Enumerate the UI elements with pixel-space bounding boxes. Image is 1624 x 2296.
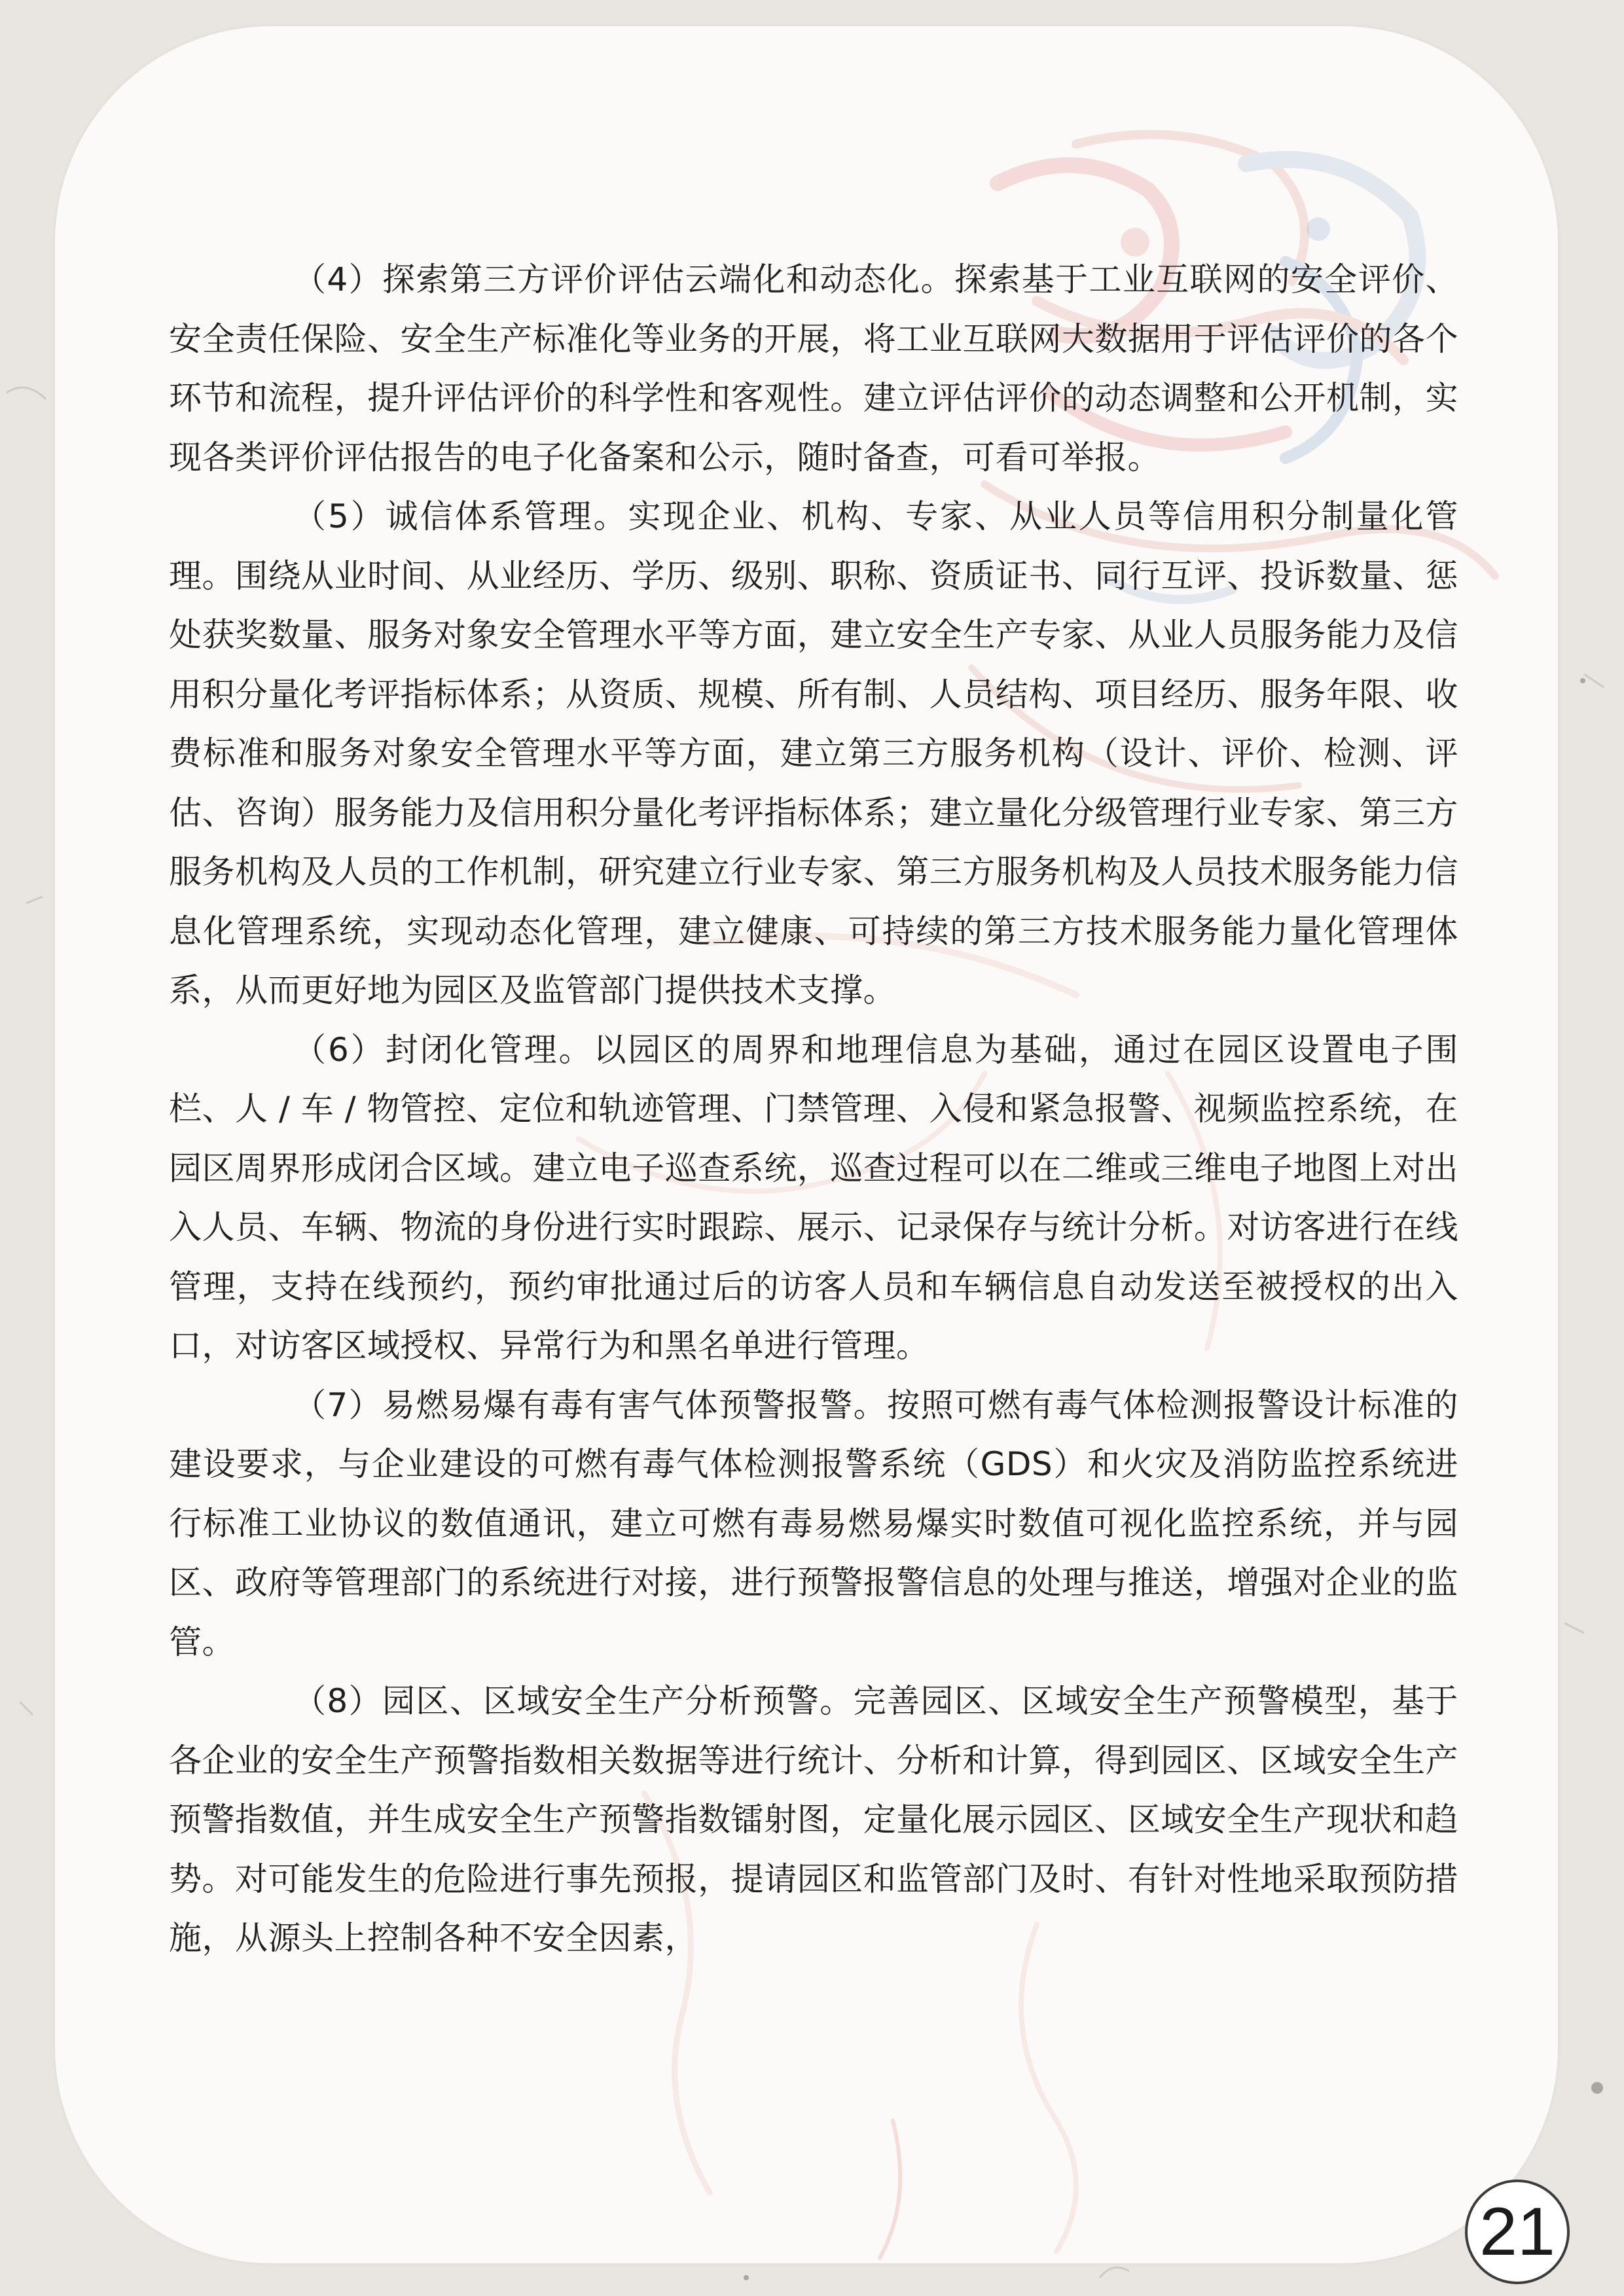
page-card — [55, 26, 1558, 2263]
paragraph-4: （4）探索第三方评价评估云端化和动态化。探索基于工业互联网的安全评价、安全责任保险、安全生产标准化等业务的开展，将工业互联网大数据用于评估评价的各个环节和流程，提升评估评价的科学性和客观性。建立评估评价的动态调整和公开机制，实现各类评价评估报告的电子化备案和公示，随时备查，可看可举报。 — [169, 260, 1458, 476]
paragraph-7: （7）易燃易爆有毒有害气体预警报警。按照可燃有毒气体检测报警设计标准的建设要求，与企业建设的可燃有毒气体检测报警系统（GDS）和火灾及消防监控系统进行标准工业协议的数值通讯，建立可燃有毒易燃易爆实时数值可视化监控系统，并与园区、政府等管理部门的系统进行对接，进行预警报警信息的处理与推送，增强对企业的监管。 — [169, 1386, 1458, 1661]
paragraph-6: （6）封闭化管理。以园区的周界和地理信息为基础，通过在园区设置电子围栏、人 / 车 / 物管控、定位和轨迹管理、门禁管理、入侵和紧急报警、视频监控系统，在园区周界形成闭合区域。建立电子巡查系统，巡查过程可以在二维或三维电子地图上对出入人员、车辆、物流的身份进行实时跟踪、展示、记录保存与统计分析。对访客进行在线管理，支持在线预约，预约审批通过后的访客人员和车辆信息自动发送至被授权的出入口，对访客区域授权、异常行为和黑名单进行管理。 — [169, 1030, 1458, 1365]
body-text — [169, 250, 1458, 1968]
page-number-badge — [1465, 2179, 1570, 2284]
paragraph-8: （8）园区、区域安全生产分析预警。完善园区、区域安全生产预警模型，基于各企业的安全生产预警指数相关数据等进行统计、分析和计算，得到园区、区域安全生产预警指数值，并生成安全生产预警指数镭射图，定量化展示园区、区域安全生产现状和趋势。对可能发生的危险进行事先预报，提请园区和监管部门及时、有针对性地采取预防措施，从源头上控制各种不安全因素， — [169, 1682, 1458, 1957]
paragraph-5: （5）诚信体系管理。实现企业、机构、专家、从业人员等信用积分制量化管理。围绕从业时间、从业经历、学历、级别、职称、资质证书、同行互评、投诉数量、惩处获奖数量、服务对象安全管理水平等方面，建立安全生产专家、从业人员服务能力及信用积分量化考评指标体系；从资质、规模、所有制、人员结构、项目经历、服务年限、收费标准和服务对象安全管理水平等方面，建立第三方服务机构（设计、评价、检测、评估、咨询）服务能力及信用积分量化考评指标体系；建立量化分级管理行业专家、第三方服务机构及人员的工作机制，研究建立行业专家、第三方服务机构及人员技术服务能力信息化管理系统，实现动态化管理，建立健康、可持续的第三方技术服务能力量化管理体系，从而更好地为园区及监管部门提供技术支撑。 — [169, 497, 1458, 1009]
page-number: 21 — [1479, 2194, 1555, 2270]
